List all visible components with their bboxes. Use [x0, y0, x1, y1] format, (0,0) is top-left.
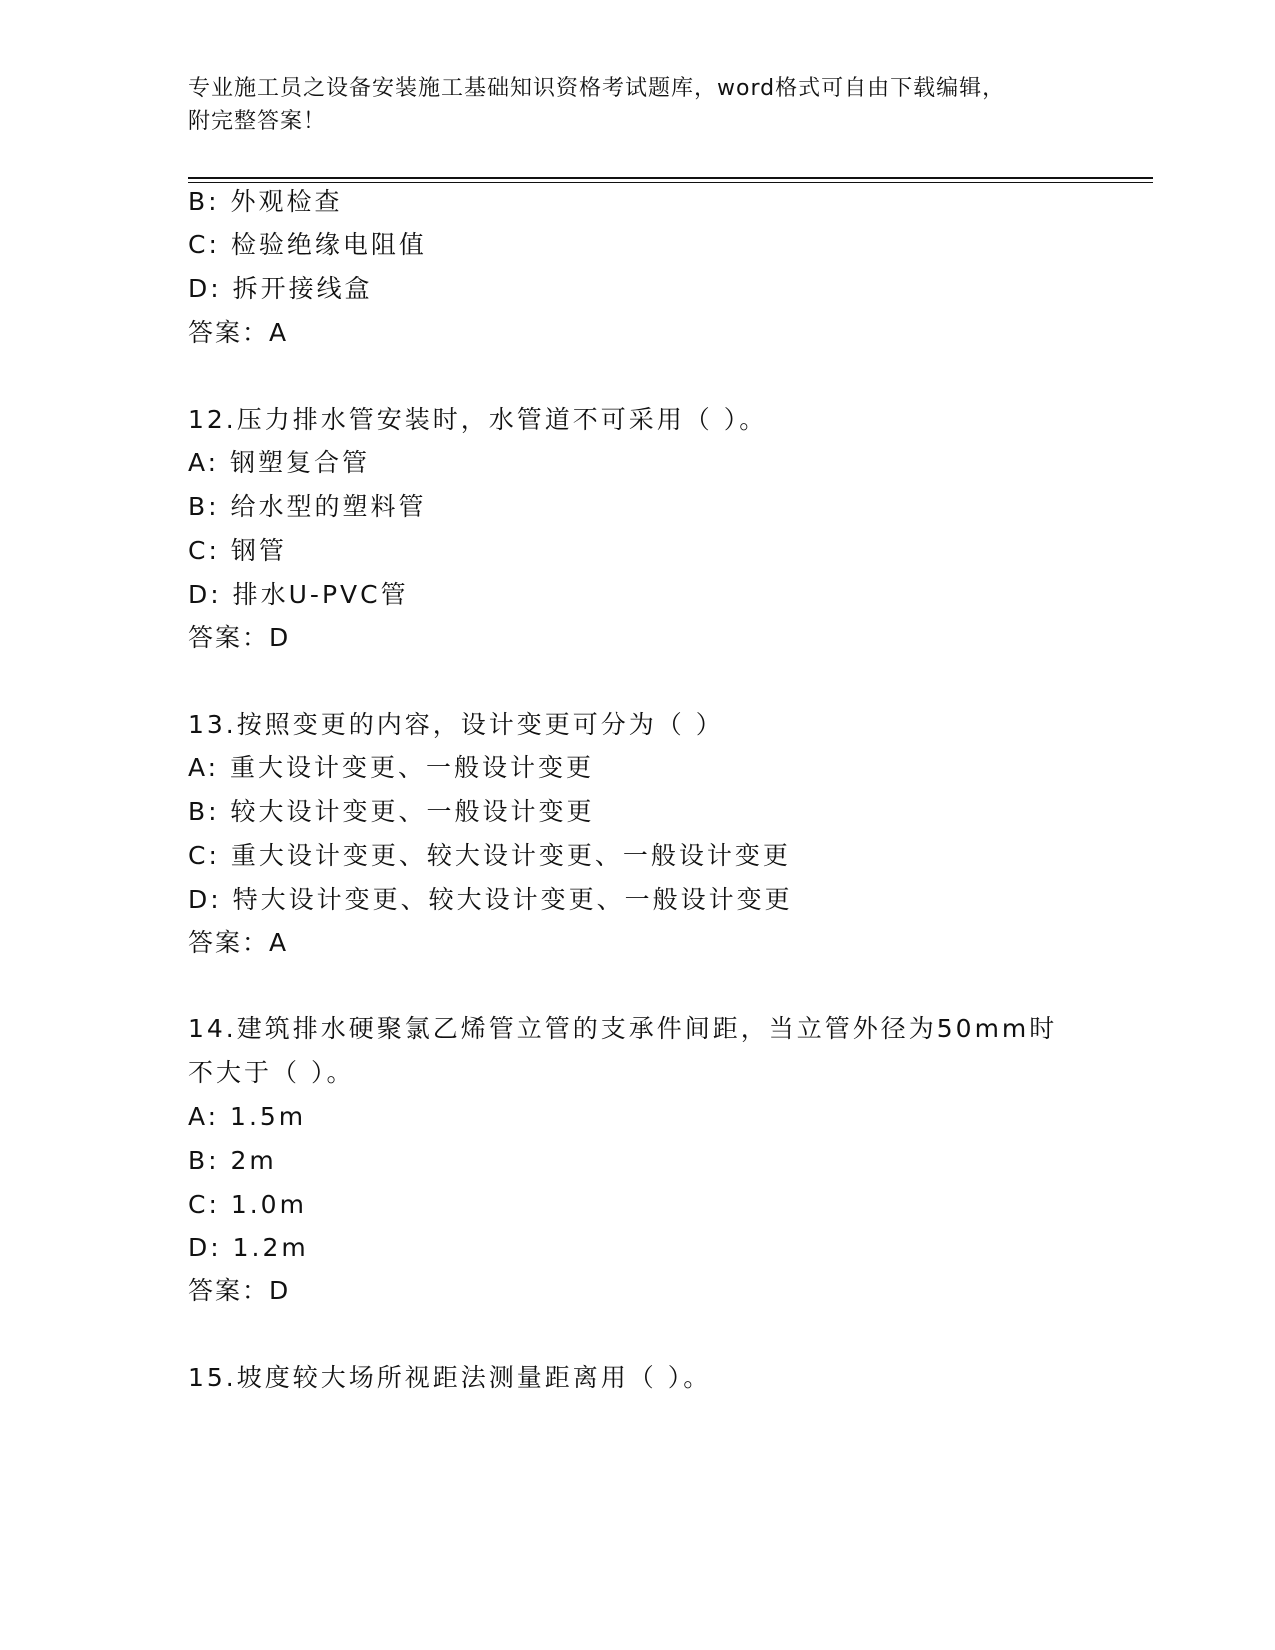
document-header	[188, 72, 1068, 138]
q14-stem-line-2: 不大于（ ）。	[188, 1058, 355, 1087]
header-line-2: 附完整答案！	[188, 109, 327, 134]
q13-option-b: B: 较大设计变更、一般设计变更	[188, 797, 595, 826]
q14-option-d: D: 1.2m	[188, 1233, 309, 1262]
q11-option-c: C: 检验绝缘电阻值	[188, 230, 427, 259]
q15-stem: 15.坡度较大场所视距法测量距离用（ ）。	[188, 1363, 712, 1392]
q13-stem: 13.按照变更的内容，设计变更可分为（ ）	[188, 710, 724, 739]
q14-option-a: A: 1.5m	[188, 1102, 307, 1131]
header-divider-thin	[188, 182, 1153, 183]
q14-stem-line-1: 14.建筑排水硬聚氯乙烯管立管的支承件间距，当立管外径为50mm时	[188, 1014, 1058, 1043]
q13-option-d: D: 特大设计变更、较大设计变更、一般设计变更	[188, 885, 793, 914]
q13-answer: 答案：A	[188, 928, 289, 957]
q13-option-a: A: 重大设计变更、一般设计变更	[188, 753, 595, 782]
q14-answer: 答案：D	[188, 1276, 291, 1305]
q12-option-a: A: 钢塑复合管	[188, 448, 371, 477]
q11-option-d: D: 拆开接线盒	[188, 274, 373, 303]
q13-option-c: C: 重大设计变更、较大设计变更、一般设计变更	[188, 841, 791, 870]
header-divider	[188, 177, 1153, 179]
q11-answer: 答案：A	[188, 318, 289, 347]
q14-option-c: C: 1.0m	[188, 1190, 307, 1219]
q12-stem: 12.压力排水管安装时，水管道不可采用（ ）。	[188, 405, 768, 434]
q12-option-c: C: 钢管	[188, 536, 287, 565]
q14-option-b: B: 2m	[188, 1146, 277, 1175]
q11-option-b: B: 外观检查	[188, 187, 343, 216]
header-line-1: 专业施工员之设备安装施工基础知识资格考试题库，word格式可自由下载编辑，	[188, 76, 1006, 101]
q12-answer: 答案：D	[188, 623, 291, 652]
q12-option-b: B: 给水型的塑料管	[188, 492, 427, 521]
q12-option-d: D: 排水U-PVC管	[188, 580, 409, 609]
